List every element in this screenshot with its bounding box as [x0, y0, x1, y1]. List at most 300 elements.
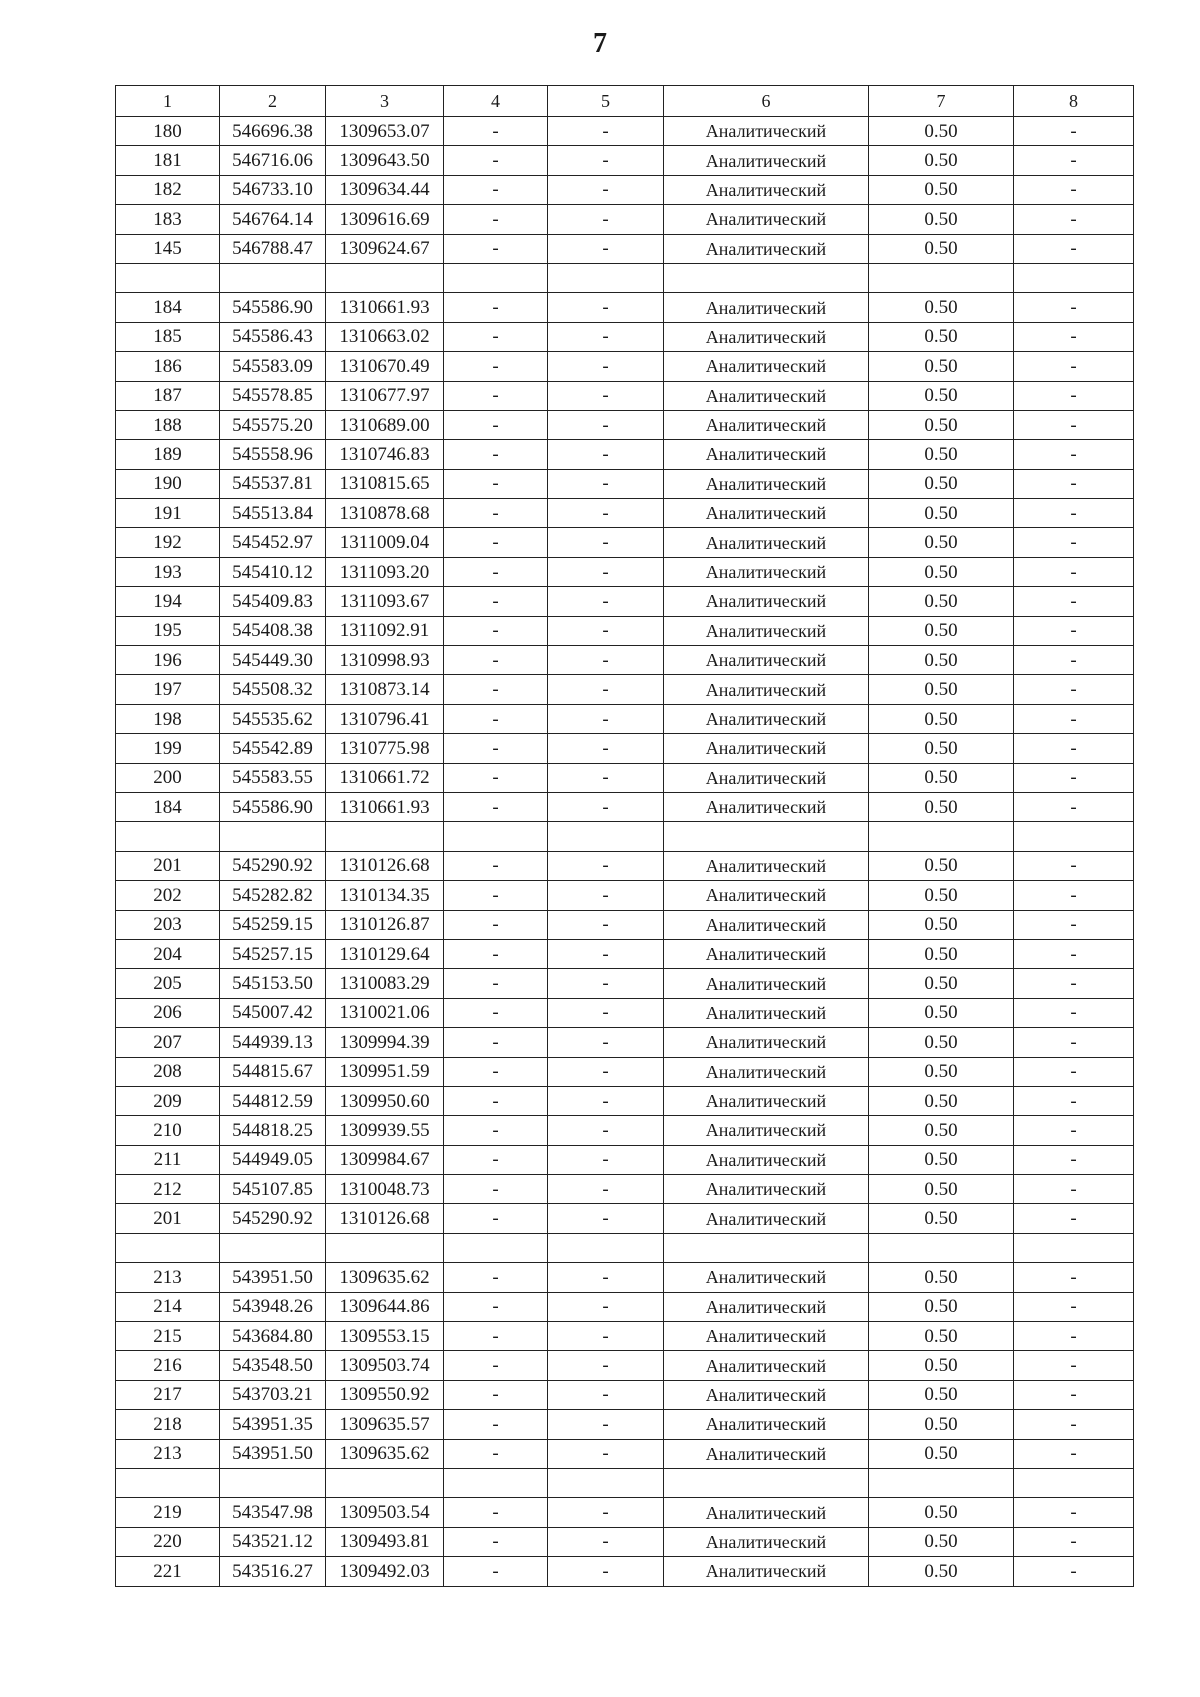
point-number-cell: 201: [116, 1204, 220, 1233]
table-body: [116, 117, 1134, 1587]
empty-cell: [664, 1468, 869, 1497]
x-coordinate-cell: 544818.25: [220, 1116, 326, 1145]
column-4-cell: -: [444, 146, 548, 175]
y-coordinate-cell: 1310021.06: [326, 998, 444, 1027]
x-coordinate-cell: 545558.96: [220, 440, 326, 469]
point-number-cell: 188: [116, 410, 220, 439]
x-coordinate-cell: 545007.42: [220, 998, 326, 1027]
column-8-cell: -: [1014, 1439, 1134, 1468]
point-number-cell: 184: [116, 792, 220, 821]
y-coordinate-cell: 1309653.07: [326, 117, 444, 146]
column-5-cell: -: [548, 851, 664, 880]
column-4-cell: -: [444, 175, 548, 204]
point-number-cell: 193: [116, 557, 220, 586]
y-coordinate-cell: 1309951.59: [326, 1057, 444, 1086]
column-5-cell: -: [548, 1145, 664, 1174]
y-coordinate-cell: 1309553.15: [326, 1322, 444, 1351]
method-cell: Аналитический: [664, 792, 869, 821]
accuracy-cell: 0.50: [869, 293, 1014, 322]
table-row: [116, 410, 1134, 439]
y-coordinate-cell: 1309493.81: [326, 1527, 444, 1556]
column-8-cell: -: [1014, 734, 1134, 763]
column-header: 4: [444, 86, 548, 117]
column-8-cell: -: [1014, 352, 1134, 381]
column-4-cell: -: [444, 1322, 548, 1351]
x-coordinate-cell: 543516.27: [220, 1557, 326, 1586]
column-5-cell: -: [548, 1116, 664, 1145]
table-row: [116, 704, 1134, 733]
y-coordinate-cell: 1309939.55: [326, 1116, 444, 1145]
column-5-cell: -: [548, 117, 664, 146]
y-coordinate-cell: 1311092.91: [326, 616, 444, 645]
x-coordinate-cell: 546733.10: [220, 175, 326, 204]
accuracy-cell: 0.50: [869, 499, 1014, 528]
point-number-cell: 201: [116, 851, 220, 880]
accuracy-cell: 0.50: [869, 646, 1014, 675]
y-coordinate-cell: 1310796.41: [326, 704, 444, 733]
y-coordinate-cell: 1310873.14: [326, 675, 444, 704]
point-number-cell: 183: [116, 205, 220, 234]
method-cell: Аналитический: [664, 234, 869, 263]
x-coordinate-cell: 545513.84: [220, 499, 326, 528]
empty-cell: [116, 1468, 220, 1497]
table-row: [116, 910, 1134, 939]
y-coordinate-cell: 1309635.62: [326, 1439, 444, 1468]
method-cell: Аналитический: [664, 646, 869, 675]
y-coordinate-cell: 1310670.49: [326, 352, 444, 381]
column-8-cell: -: [1014, 117, 1134, 146]
x-coordinate-cell: 545257.15: [220, 939, 326, 968]
table-row: [116, 675, 1134, 704]
method-cell: Аналитический: [664, 528, 869, 557]
empty-cell: [869, 1233, 1014, 1262]
accuracy-cell: 0.50: [869, 734, 1014, 763]
accuracy-cell: 0.50: [869, 1263, 1014, 1292]
accuracy-cell: 0.50: [869, 440, 1014, 469]
column-5-cell: -: [548, 1322, 664, 1351]
table-row: [116, 205, 1134, 234]
column-4-cell: -: [444, 469, 548, 498]
accuracy-cell: 0.50: [869, 1175, 1014, 1204]
method-cell: Аналитический: [664, 763, 869, 792]
x-coordinate-cell: 545542.89: [220, 734, 326, 763]
y-coordinate-cell: 1310661.72: [326, 763, 444, 792]
column-5-cell: -: [548, 1175, 664, 1204]
method-cell: Аналитический: [664, 1116, 869, 1145]
column-header: 7: [869, 86, 1014, 117]
column-4-cell: -: [444, 1204, 548, 1233]
x-coordinate-cell: 545583.55: [220, 763, 326, 792]
method-cell: Аналитический: [664, 910, 869, 939]
point-number-cell: 198: [116, 704, 220, 733]
column-5-cell: -: [548, 146, 664, 175]
point-number-cell: 208: [116, 1057, 220, 1086]
column-5-cell: -: [548, 1410, 664, 1439]
column-8-cell: -: [1014, 557, 1134, 586]
empty-cell: [220, 263, 326, 292]
point-number-cell: 180: [116, 117, 220, 146]
point-number-cell: 145: [116, 234, 220, 263]
column-4-cell: -: [444, 646, 548, 675]
accuracy-cell: 0.50: [869, 381, 1014, 410]
y-coordinate-cell: 1310048.73: [326, 1175, 444, 1204]
empty-cell: [664, 1233, 869, 1262]
point-number-cell: 187: [116, 381, 220, 410]
x-coordinate-cell: 545535.62: [220, 704, 326, 733]
empty-cell: [326, 263, 444, 292]
point-number-cell: 185: [116, 322, 220, 351]
method-cell: Аналитический: [664, 1086, 869, 1115]
empty-cell: [869, 1468, 1014, 1497]
method-cell: Аналитический: [664, 381, 869, 410]
accuracy-cell: 0.50: [869, 1351, 1014, 1380]
method-cell: Аналитический: [664, 1204, 869, 1233]
column-header: 2: [220, 86, 326, 117]
table-row: [116, 1086, 1134, 1115]
table-row: [116, 293, 1134, 322]
accuracy-cell: 0.50: [869, 1410, 1014, 1439]
y-coordinate-cell: 1310746.83: [326, 440, 444, 469]
table-row: [116, 646, 1134, 675]
column-8-cell: -: [1014, 205, 1134, 234]
table-row: [116, 792, 1134, 821]
column-4-cell: -: [444, 1498, 548, 1527]
x-coordinate-cell: 543703.21: [220, 1380, 326, 1409]
method-cell: Аналитический: [664, 1263, 869, 1292]
column-header: 1: [116, 86, 220, 117]
column-4-cell: -: [444, 763, 548, 792]
column-5-cell: -: [548, 557, 664, 586]
x-coordinate-cell: 546764.14: [220, 205, 326, 234]
point-number-cell: 195: [116, 616, 220, 645]
accuracy-cell: 0.50: [869, 881, 1014, 910]
x-coordinate-cell: 545508.32: [220, 675, 326, 704]
column-8-cell: -: [1014, 1527, 1134, 1556]
column-4-cell: -: [444, 1116, 548, 1145]
point-number-cell: 192: [116, 528, 220, 557]
x-coordinate-cell: 545408.38: [220, 616, 326, 645]
column-8-cell: -: [1014, 1145, 1134, 1174]
column-8-cell: -: [1014, 440, 1134, 469]
method-cell: Аналитический: [664, 117, 869, 146]
column-8-cell: -: [1014, 646, 1134, 675]
point-number-cell: 216: [116, 1351, 220, 1380]
table-row: [116, 352, 1134, 381]
accuracy-cell: 0.50: [869, 205, 1014, 234]
separator-row: [116, 1468, 1134, 1497]
accuracy-cell: 0.50: [869, 1380, 1014, 1409]
y-coordinate-cell: 1310775.98: [326, 734, 444, 763]
y-coordinate-cell: 1309643.50: [326, 146, 444, 175]
column-8-cell: -: [1014, 851, 1134, 880]
accuracy-cell: 0.50: [869, 587, 1014, 616]
column-4-cell: -: [444, 557, 548, 586]
column-header: 6: [664, 86, 869, 117]
empty-cell: [444, 822, 548, 851]
column-5-cell: -: [548, 1204, 664, 1233]
method-cell: Аналитический: [664, 557, 869, 586]
accuracy-cell: 0.50: [869, 410, 1014, 439]
empty-cell: [220, 1233, 326, 1262]
column-4-cell: -: [444, 704, 548, 733]
column-5-cell: -: [548, 528, 664, 557]
table-row: [116, 469, 1134, 498]
column-8-cell: -: [1014, 1322, 1134, 1351]
table-row: [116, 557, 1134, 586]
method-cell: Аналитический: [664, 587, 869, 616]
y-coordinate-cell: 1310129.64: [326, 939, 444, 968]
method-cell: Аналитический: [664, 1057, 869, 1086]
y-coordinate-cell: 1309984.67: [326, 1145, 444, 1174]
column-8-cell: -: [1014, 1263, 1134, 1292]
column-4-cell: -: [444, 381, 548, 410]
empty-cell: [444, 1468, 548, 1497]
table-row: [116, 1057, 1134, 1086]
y-coordinate-cell: 1309616.69: [326, 205, 444, 234]
column-4-cell: -: [444, 352, 548, 381]
y-coordinate-cell: 1310126.68: [326, 1204, 444, 1233]
column-5-cell: -: [548, 939, 664, 968]
accuracy-cell: 0.50: [869, 1028, 1014, 1057]
column-4-cell: -: [444, 1028, 548, 1057]
table-row: [116, 1498, 1134, 1527]
x-coordinate-cell: 545290.92: [220, 1204, 326, 1233]
column-5-cell: -: [548, 969, 664, 998]
method-cell: Аналитический: [664, 675, 869, 704]
y-coordinate-cell: 1310126.87: [326, 910, 444, 939]
method-cell: Аналитический: [664, 1380, 869, 1409]
method-cell: Аналитический: [664, 616, 869, 645]
column-5-cell: -: [548, 381, 664, 410]
table-row: [116, 234, 1134, 263]
x-coordinate-cell: 543951.50: [220, 1263, 326, 1292]
table-row: [116, 499, 1134, 528]
empty-cell: [548, 822, 664, 851]
table-row: [116, 381, 1134, 410]
column-5-cell: -: [548, 1057, 664, 1086]
point-number-cell: 186: [116, 352, 220, 381]
x-coordinate-cell: 545586.90: [220, 792, 326, 821]
column-4-cell: -: [444, 851, 548, 880]
table-row: [116, 1439, 1134, 1468]
y-coordinate-cell: 1310689.00: [326, 410, 444, 439]
method-cell: Аналитический: [664, 1175, 869, 1204]
column-5-cell: -: [548, 587, 664, 616]
column-8-cell: -: [1014, 1086, 1134, 1115]
accuracy-cell: 0.50: [869, 675, 1014, 704]
method-cell: Аналитический: [664, 998, 869, 1027]
empty-cell: [326, 822, 444, 851]
column-4-cell: -: [444, 998, 548, 1027]
empty-cell: [548, 263, 664, 292]
column-8-cell: -: [1014, 881, 1134, 910]
column-8-cell: -: [1014, 410, 1134, 439]
coordinates-table: [115, 85, 1134, 1587]
y-coordinate-cell: 1311093.20: [326, 557, 444, 586]
y-coordinate-cell: 1310878.68: [326, 499, 444, 528]
table-row: [116, 175, 1134, 204]
separator-row: [116, 822, 1134, 851]
table-row: [116, 1557, 1134, 1586]
method-cell: Аналитический: [664, 1028, 869, 1057]
column-8-cell: -: [1014, 1498, 1134, 1527]
point-number-cell: 190: [116, 469, 220, 498]
table-row: [116, 1145, 1134, 1174]
table-row: [116, 322, 1134, 351]
table-row: [116, 939, 1134, 968]
column-5-cell: -: [548, 175, 664, 204]
accuracy-cell: 0.50: [869, 616, 1014, 645]
column-8-cell: -: [1014, 675, 1134, 704]
method-cell: Аналитический: [664, 1410, 869, 1439]
x-coordinate-cell: 545107.85: [220, 1175, 326, 1204]
table-row: [116, 998, 1134, 1027]
table-row: [116, 1527, 1134, 1556]
point-number-cell: 212: [116, 1175, 220, 1204]
accuracy-cell: 0.50: [869, 1439, 1014, 1468]
empty-cell: [444, 1233, 548, 1262]
column-4-cell: -: [444, 1557, 548, 1586]
table-row: [116, 1204, 1134, 1233]
point-number-cell: 217: [116, 1380, 220, 1409]
column-5-cell: -: [548, 499, 664, 528]
accuracy-cell: 0.50: [869, 969, 1014, 998]
table-row: [116, 616, 1134, 645]
column-8-cell: -: [1014, 1028, 1134, 1057]
column-8-cell: -: [1014, 1410, 1134, 1439]
method-cell: Аналитический: [664, 1439, 869, 1468]
x-coordinate-cell: 545586.43: [220, 322, 326, 351]
accuracy-cell: 0.50: [869, 117, 1014, 146]
y-coordinate-cell: 1310083.29: [326, 969, 444, 998]
table-row: [116, 1380, 1134, 1409]
y-coordinate-cell: 1309644.86: [326, 1292, 444, 1321]
column-4-cell: -: [444, 1086, 548, 1115]
column-5-cell: -: [548, 1028, 664, 1057]
method-cell: Аналитический: [664, 410, 869, 439]
column-4-cell: -: [444, 410, 548, 439]
point-number-cell: 191: [116, 499, 220, 528]
x-coordinate-cell: 546788.47: [220, 234, 326, 263]
y-coordinate-cell: 1310661.93: [326, 293, 444, 322]
empty-cell: [548, 1468, 664, 1497]
column-8-cell: -: [1014, 322, 1134, 351]
column-5-cell: -: [548, 352, 664, 381]
column-header: 3: [326, 86, 444, 117]
point-number-cell: 203: [116, 910, 220, 939]
point-number-cell: 220: [116, 1527, 220, 1556]
method-cell: Аналитический: [664, 1322, 869, 1351]
column-5-cell: -: [548, 1439, 664, 1468]
column-4-cell: -: [444, 792, 548, 821]
y-coordinate-cell: 1309503.74: [326, 1351, 444, 1380]
column-8-cell: -: [1014, 1204, 1134, 1233]
method-cell: Аналитический: [664, 969, 869, 998]
x-coordinate-cell: 545583.09: [220, 352, 326, 381]
column-8-cell: -: [1014, 910, 1134, 939]
accuracy-cell: 0.50: [869, 1557, 1014, 1586]
table-row: [116, 146, 1134, 175]
empty-cell: [220, 822, 326, 851]
x-coordinate-cell: 545282.82: [220, 881, 326, 910]
y-coordinate-cell: 1309635.57: [326, 1410, 444, 1439]
column-5-cell: -: [548, 1292, 664, 1321]
table-row: [116, 440, 1134, 469]
table-row: [116, 117, 1134, 146]
accuracy-cell: 0.50: [869, 322, 1014, 351]
empty-cell: [1014, 1468, 1134, 1497]
method-cell: Аналитический: [664, 440, 869, 469]
column-8-cell: -: [1014, 146, 1134, 175]
method-cell: Аналитический: [664, 205, 869, 234]
x-coordinate-cell: 545537.81: [220, 469, 326, 498]
y-coordinate-cell: 1310126.68: [326, 851, 444, 880]
column-4-cell: -: [444, 1057, 548, 1086]
table-row: [116, 528, 1134, 557]
separator-row: [116, 263, 1134, 292]
accuracy-cell: 0.50: [869, 851, 1014, 880]
column-5-cell: -: [548, 616, 664, 645]
column-4-cell: -: [444, 939, 548, 968]
table-row: [116, 851, 1134, 880]
table-row: [116, 969, 1134, 998]
accuracy-cell: 0.50: [869, 998, 1014, 1027]
column-4-cell: -: [444, 205, 548, 234]
table-header-row: [116, 86, 1134, 117]
column-8-cell: -: [1014, 528, 1134, 557]
x-coordinate-cell: 545409.83: [220, 587, 326, 616]
accuracy-cell: 0.50: [869, 1086, 1014, 1115]
column-8-cell: -: [1014, 1175, 1134, 1204]
accuracy-cell: 0.50: [869, 1145, 1014, 1174]
point-number-cell: 205: [116, 969, 220, 998]
separator-row: [116, 1233, 1134, 1262]
point-number-cell: 181: [116, 146, 220, 175]
column-4-cell: -: [444, 1145, 548, 1174]
y-coordinate-cell: 1310677.97: [326, 381, 444, 410]
method-cell: Аналитический: [664, 293, 869, 322]
column-5-cell: -: [548, 234, 664, 263]
point-number-cell: 194: [116, 587, 220, 616]
method-cell: Аналитический: [664, 1557, 869, 1586]
y-coordinate-cell: 1309492.03: [326, 1557, 444, 1586]
y-coordinate-cell: 1310663.02: [326, 322, 444, 351]
column-5-cell: -: [548, 1263, 664, 1292]
x-coordinate-cell: 543548.50: [220, 1351, 326, 1380]
x-coordinate-cell: 544939.13: [220, 1028, 326, 1057]
table-row: [116, 1175, 1134, 1204]
method-cell: Аналитический: [664, 939, 869, 968]
column-5-cell: -: [548, 469, 664, 498]
accuracy-cell: 0.50: [869, 528, 1014, 557]
x-coordinate-cell: 543951.50: [220, 1439, 326, 1468]
column-4-cell: -: [444, 117, 548, 146]
method-cell: Аналитический: [664, 1351, 869, 1380]
column-8-cell: -: [1014, 234, 1134, 263]
column-4-cell: -: [444, 881, 548, 910]
x-coordinate-cell: 545575.20: [220, 410, 326, 439]
x-coordinate-cell: 543951.35: [220, 1410, 326, 1439]
column-8-cell: -: [1014, 1116, 1134, 1145]
column-5-cell: -: [548, 322, 664, 351]
point-number-cell: 221: [116, 1557, 220, 1586]
column-5-cell: -: [548, 792, 664, 821]
accuracy-cell: 0.50: [869, 763, 1014, 792]
column-5-cell: -: [548, 675, 664, 704]
column-5-cell: -: [548, 763, 664, 792]
column-5-cell: -: [548, 1557, 664, 1586]
column-8-cell: -: [1014, 763, 1134, 792]
